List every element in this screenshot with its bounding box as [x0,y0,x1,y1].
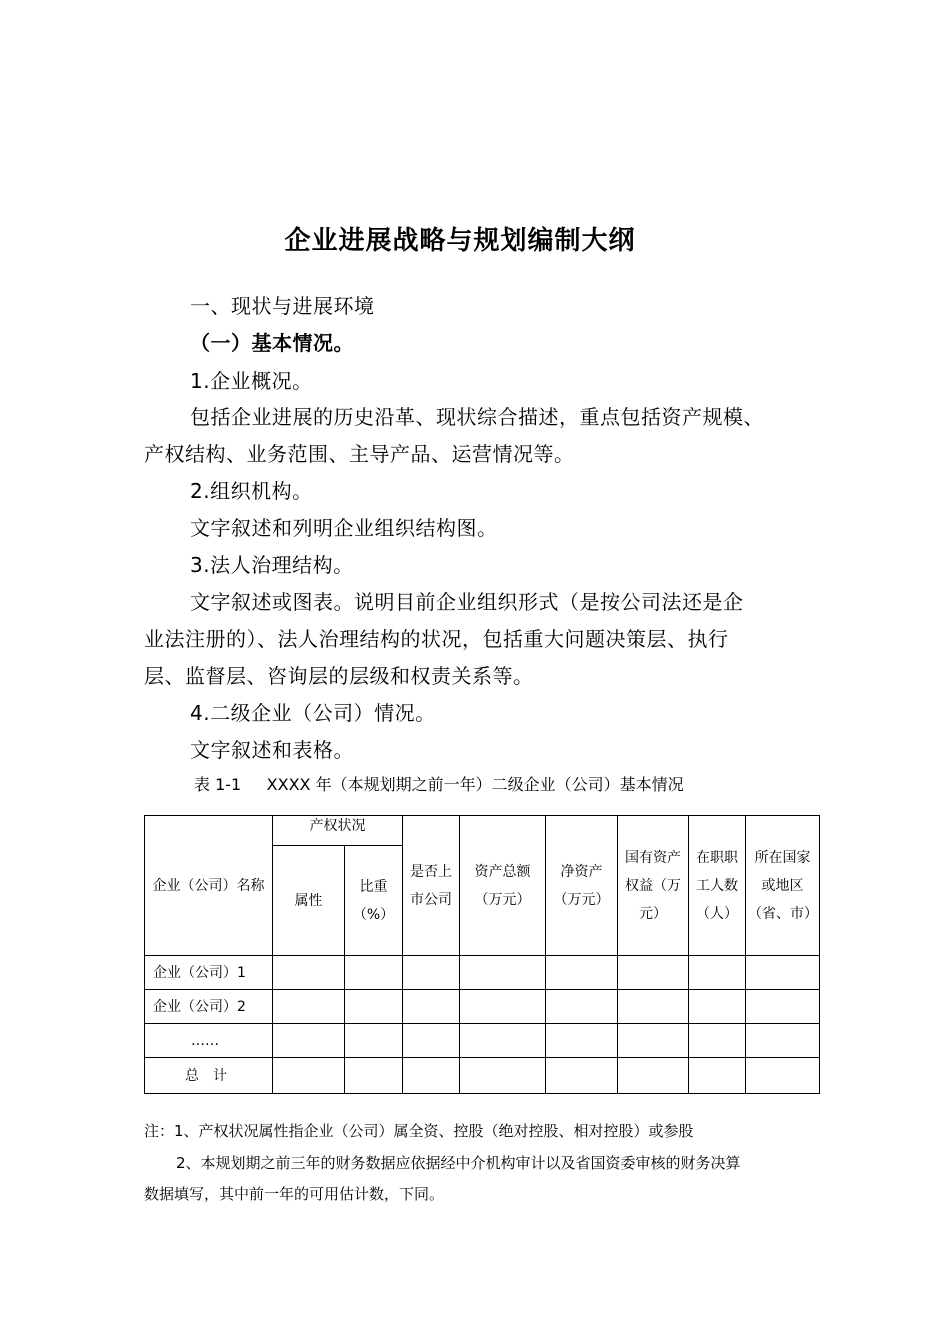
item3-paragraph-line2: 业法注册的）、法人治理结构的状况，包括重大问题决策层、执行 [144,627,729,651]
table-cell [273,1024,345,1058]
header-total-assets: 资产总额（万元） [460,816,546,956]
header-listed: 是否上市公司 [403,816,460,956]
item2-heading: 2.组织机构。 [190,479,313,503]
row-label: …… [145,1024,273,1058]
table-cell [546,956,618,990]
document-title: 企业进展战略与规划编制大纲 [284,226,636,256]
table-cell [689,990,746,1024]
table-cell [460,956,546,990]
table-cell [746,956,820,990]
table-cell [273,1058,345,1094]
table-cell [460,990,546,1024]
header-net-assets: 净资产（万元） [546,816,618,956]
table-cell [746,990,820,1024]
header-state-equity: 国有资产权益（万元） [618,816,689,956]
table-cell [403,1058,460,1094]
table-cell [546,1058,618,1094]
header-employees: 在职职工人数（人） [689,816,746,956]
table-note-2-line1: 2、本规划期之前三年的财务数据应依据经中介机构审计以及省国资委审核的财务决算 [176,1154,741,1172]
subsection-heading-1: （一）基本情况。 [190,331,354,355]
table-cell [403,956,460,990]
table-cell [618,990,689,1024]
table-note-2-line2: 数据填写，其中前一年的可用估计数，下同。 [144,1185,445,1203]
item3-heading: 3.法人治理结构。 [190,553,354,577]
table-cell [689,1058,746,1094]
table-note-1: 注：1、产权状况属性指企业（公司）属全资、控股（绝对控股、相对控股）或参股 [144,1122,694,1140]
table-cell [546,1024,618,1058]
table-cell [345,1024,403,1058]
section-heading-1: 一、现状与进展环境 [190,294,375,318]
row-label: 企业（公司）1 [145,956,273,990]
table-cell [345,990,403,1024]
table-cell [273,990,345,1024]
table-cell [460,1058,546,1094]
header-attribute: 属性 [273,846,345,956]
header-ratio: 比重（%） [345,846,403,956]
table-cell [403,1024,460,1058]
item1-paragraph-line2: 产权结构、业务范围、主导产品、运营情况等。 [144,442,575,466]
item1-paragraph-line1: 包括企业进展的历史沿革、现状综合描述，重点包括资产规模、 [190,405,764,429]
table-row [145,1024,820,1058]
table-cell [618,956,689,990]
header-property-status: 产权状况 [273,816,403,846]
table-cell [273,956,345,990]
table-cell [689,1024,746,1058]
row-label: 企业（公司）2 [145,990,273,1024]
table-cell [746,1058,820,1094]
item4-paragraph: 文字叙述和表格。 [190,738,354,762]
item3-paragraph-line1: 文字叙述或图表。说明目前企业组织形式（是按公司法还是企 [190,590,744,614]
table-header-row-1 [145,816,820,846]
item4-heading: 4.二级企业（公司）情况。 [190,701,436,725]
table-row-total [145,1058,820,1094]
table-cell [746,1024,820,1058]
enterprise-info-table [144,815,820,1094]
table-cell [460,1024,546,1058]
item3-paragraph-line3: 层、监督层、咨询层的层级和权责关系等。 [144,664,534,688]
row-label-total: 总 计 [145,1058,273,1094]
table-cell [689,956,746,990]
table-cell [546,990,618,1024]
table-row [145,956,820,990]
table-cell [345,956,403,990]
header-company-name: 企业（公司）名称 [145,816,273,956]
table-cell [403,990,460,1024]
table-row [145,990,820,1024]
table-cell [618,1024,689,1058]
table-cell [618,1058,689,1094]
table-caption: 表 1-1 XXXX 年（本规划期之前一年）二级企业（公司）基本情况 [194,775,684,794]
item1-heading: 1.企业概况。 [190,369,313,393]
header-region: 所在国家或地区（省、市） [746,816,820,956]
table-cell [345,1058,403,1094]
item2-paragraph: 文字叙述和列明企业组织结构图。 [190,516,498,540]
